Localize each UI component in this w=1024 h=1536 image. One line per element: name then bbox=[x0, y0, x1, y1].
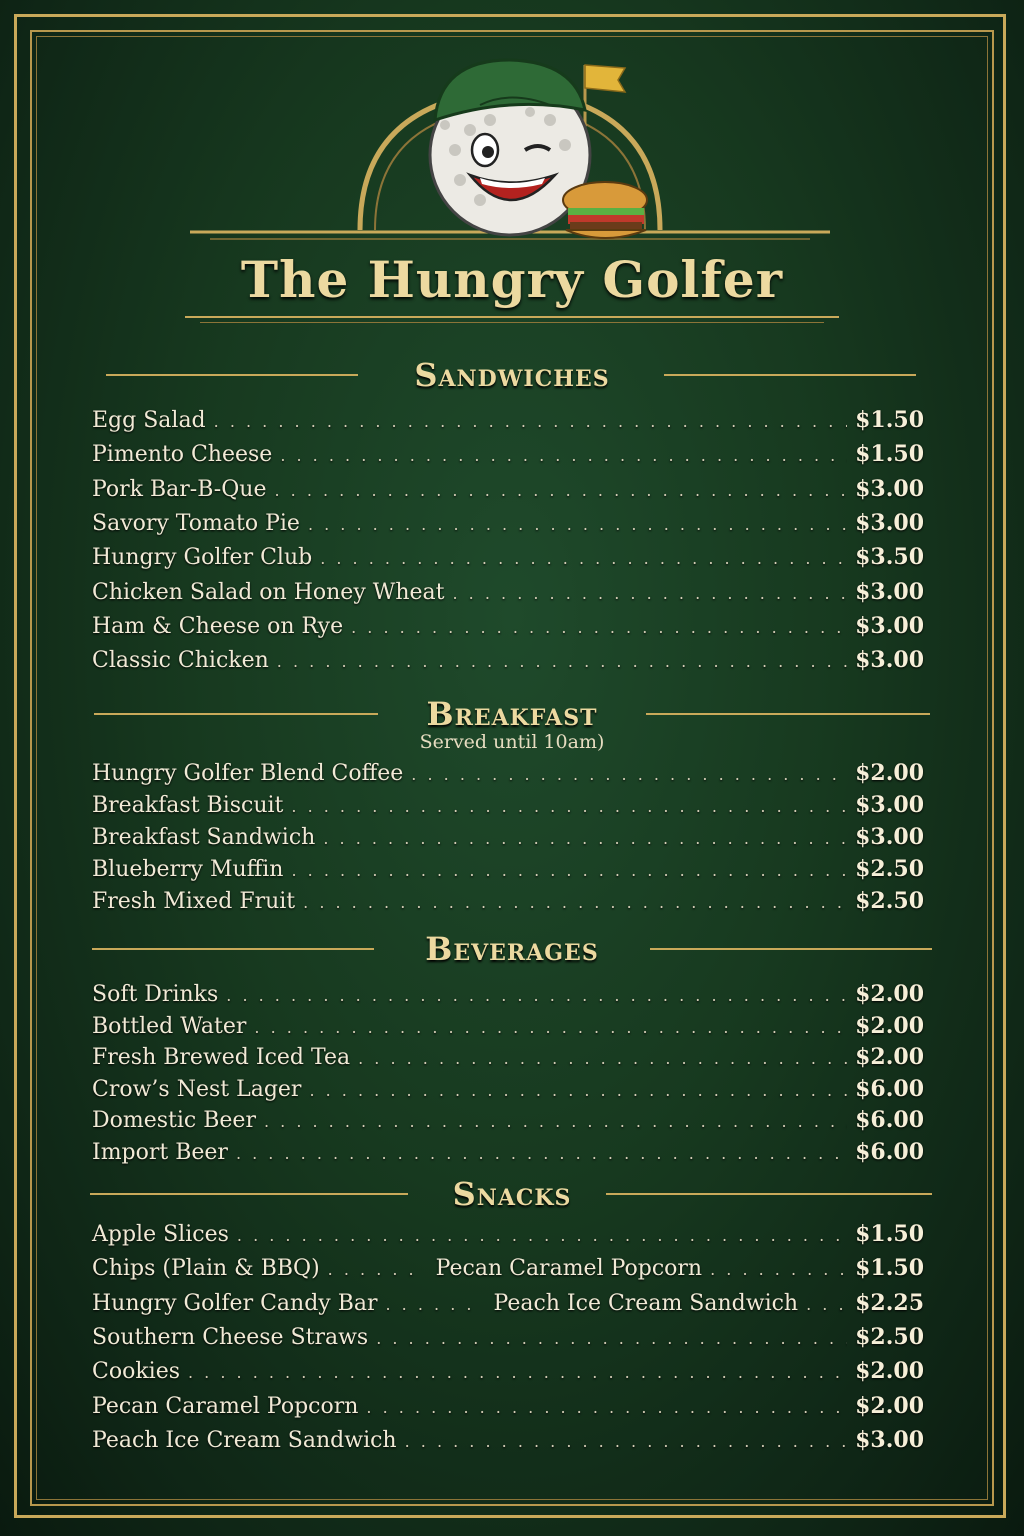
leader-dots bbox=[264, 1112, 847, 1131]
menu-item bbox=[92, 1255, 924, 1285]
section-title: Snacks bbox=[452, 1175, 572, 1213]
menu-item bbox=[92, 1358, 924, 1388]
item-name: Pork Bar-B-Que bbox=[92, 476, 267, 502]
item-price: $1.50 bbox=[855, 407, 924, 433]
leader-dots bbox=[351, 618, 847, 637]
leader-dots bbox=[188, 1363, 847, 1382]
item-price: $6.00 bbox=[855, 1075, 924, 1102]
section-title: Beverages bbox=[425, 930, 599, 968]
title-divider bbox=[185, 316, 839, 318]
menu-item bbox=[92, 1044, 924, 1074]
item-price: $2.00 bbox=[855, 1358, 924, 1385]
item-price: $6.00 bbox=[855, 1139, 924, 1165]
item-name: Fresh Brewed Iced Tea bbox=[92, 1045, 351, 1071]
leader-dots bbox=[237, 1226, 847, 1245]
item-name: Pecan Caramel Popcorn bbox=[92, 1393, 359, 1419]
item-price: $3.00 bbox=[855, 578, 924, 605]
menu-item bbox=[92, 1393, 924, 1423]
item-price: $3.00 bbox=[855, 509, 924, 536]
breakfast-note: Served until 10am) bbox=[419, 731, 605, 753]
menu-item bbox=[92, 1290, 924, 1320]
leader-dots bbox=[366, 1398, 847, 1417]
item-price: $2.50 bbox=[855, 1323, 924, 1350]
leader-dots bbox=[710, 1260, 847, 1279]
leader-dots bbox=[277, 652, 847, 671]
item-price: $1.50 bbox=[855, 1221, 924, 1247]
leader-dots bbox=[303, 893, 847, 912]
item-name: Peach Ice Cream Sandwich bbox=[92, 1427, 397, 1453]
section-header-sandwiches bbox=[0, 356, 1024, 396]
item-price: $3.00 bbox=[855, 792, 924, 818]
menu-item bbox=[92, 792, 924, 822]
section-header-breakfast bbox=[0, 695, 1024, 735]
item-name: Pimento Cheese bbox=[92, 442, 273, 468]
menu-item bbox=[92, 510, 924, 540]
menu-item bbox=[92, 856, 924, 886]
leader-dots bbox=[214, 412, 847, 431]
section-header-snacks bbox=[0, 1175, 1024, 1215]
item-name-secondary: Peach Ice Cream Sandwich bbox=[493, 1290, 799, 1316]
item-name: Ham & Cheese on Rye bbox=[92, 613, 344, 639]
item-name: Domestic Beer bbox=[92, 1108, 256, 1134]
item-name: Breakfast Biscuit bbox=[92, 793, 284, 818]
item-price: $2.00 bbox=[855, 1044, 924, 1071]
leader-dots bbox=[291, 861, 847, 880]
section-title: Breakfast bbox=[426, 695, 598, 733]
menu-item bbox=[92, 613, 924, 643]
menu-item bbox=[92, 888, 924, 918]
menu-item bbox=[92, 981, 924, 1011]
leader-dots bbox=[274, 481, 847, 500]
menu-item bbox=[92, 824, 924, 854]
item-name-secondary: Pecan Caramel Popcorn bbox=[435, 1256, 703, 1282]
item-price: $3.50 bbox=[855, 544, 924, 571]
item-price: $2.00 bbox=[855, 1012, 924, 1039]
item-price: $3.00 bbox=[855, 824, 924, 850]
item-name: Hungry Golfer Blend Coffee bbox=[92, 761, 404, 786]
item-price: $2.50 bbox=[855, 856, 924, 882]
leader-dots bbox=[226, 986, 847, 1005]
leader-dots bbox=[291, 797, 847, 816]
leader-dots bbox=[806, 1295, 847, 1314]
item-name: Southern Cheese Straws bbox=[92, 1324, 369, 1350]
section-title: Sandwiches bbox=[414, 356, 610, 394]
item-name: Classic Chicken bbox=[92, 648, 269, 674]
item-price: $3.00 bbox=[855, 612, 924, 639]
menu-item bbox=[92, 647, 924, 677]
item-name: Hungry Golfer Club bbox=[92, 545, 313, 571]
leader-dots bbox=[236, 1144, 847, 1163]
menu-item bbox=[92, 1324, 924, 1354]
leader-dots bbox=[386, 1295, 476, 1314]
item-name: Import Beer bbox=[92, 1140, 228, 1165]
menu-item bbox=[92, 1427, 924, 1457]
item-name: Crow’s Nest Lager bbox=[92, 1076, 302, 1102]
item-price: $1.50 bbox=[855, 441, 924, 468]
menu-item bbox=[92, 544, 924, 574]
item-price: $6.00 bbox=[855, 1107, 924, 1134]
item-name: Savory Tomato Pie bbox=[92, 510, 300, 536]
item-price: $2.25 bbox=[855, 1289, 924, 1316]
item-price: $3.00 bbox=[855, 647, 924, 674]
item-name: Hungry Golfer Candy Bar bbox=[92, 1290, 378, 1316]
menu-item bbox=[92, 1013, 924, 1043]
item-price: $3.00 bbox=[855, 1426, 924, 1453]
item-name: Cookies bbox=[92, 1359, 180, 1385]
leader-dots bbox=[411, 765, 847, 784]
item-name: Soft Drinks bbox=[92, 982, 219, 1007]
leader-dots bbox=[453, 584, 848, 603]
item-name: Breakfast Sandwich bbox=[92, 825, 316, 850]
item-price: $2.00 bbox=[855, 1392, 924, 1419]
menu-item bbox=[92, 476, 924, 506]
item-price: $3.00 bbox=[855, 475, 924, 502]
item-price: $1.50 bbox=[855, 1255, 924, 1282]
item-price: $2.00 bbox=[855, 760, 924, 786]
leader-dots bbox=[358, 1049, 847, 1068]
item-name: Chicken Salad on Honey Wheat bbox=[92, 579, 445, 605]
menu-item bbox=[92, 1139, 924, 1169]
menu-item bbox=[92, 441, 924, 471]
item-price: $2.00 bbox=[855, 981, 924, 1007]
item-name: Fresh Mixed Fruit bbox=[92, 889, 296, 914]
leader-dots bbox=[254, 1018, 847, 1037]
title-divider-thin bbox=[200, 322, 824, 323]
item-name: Chips (Plain & BBQ) bbox=[92, 1256, 320, 1282]
item-name: Bottled Water bbox=[92, 1013, 247, 1039]
item-name: Blueberry Muffin bbox=[92, 857, 284, 882]
menu-item bbox=[92, 1221, 924, 1251]
menu-item bbox=[92, 760, 924, 790]
item-price: $2.50 bbox=[855, 888, 924, 914]
menu-item bbox=[92, 1107, 924, 1137]
golf-ball-mascot-icon bbox=[180, 50, 840, 250]
menu-item bbox=[92, 1076, 924, 1106]
item-name: Egg Salad bbox=[92, 408, 206, 433]
leader-dots bbox=[320, 549, 847, 568]
menu-item bbox=[92, 579, 924, 609]
section-header-beverages bbox=[0, 930, 1024, 970]
leader-dots bbox=[405, 1432, 848, 1451]
leader-dots bbox=[308, 515, 847, 534]
leader-dots bbox=[376, 1329, 847, 1348]
leader-dots bbox=[309, 1081, 847, 1100]
leader-dots bbox=[323, 829, 847, 848]
menu-item bbox=[92, 407, 924, 437]
leader-dots bbox=[280, 446, 847, 465]
item-name: Apple Slices bbox=[92, 1222, 229, 1247]
leader-dots bbox=[328, 1260, 418, 1279]
page-title: The Hungry Golfer bbox=[240, 250, 784, 309]
